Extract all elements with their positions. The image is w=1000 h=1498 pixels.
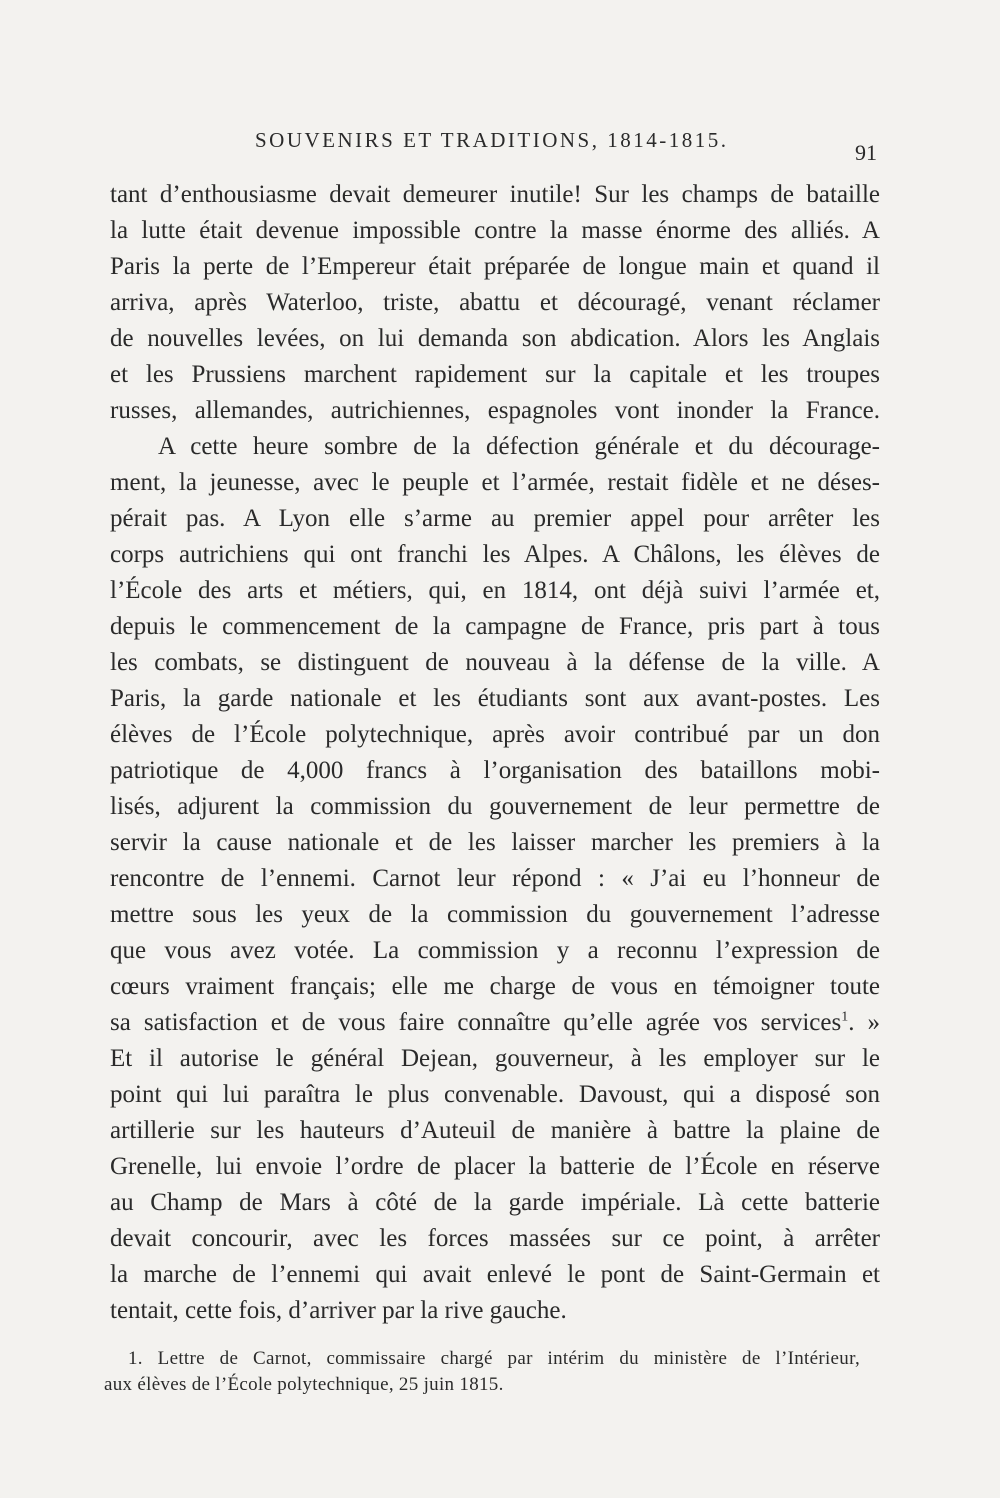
body-line: servir la cause nationale et de les laisser marcher les premiers à la: [110, 829, 880, 856]
body-line: Et il autorise le général Dejean, gouverneur, à les employer sur le: [110, 1045, 880, 1072]
footnote-line: aux élèves de l’École polytechnique, 25 juin 1815.: [104, 1374, 504, 1395]
body-line: devait concourir, avec les forces massées sur ce point, à arrêter: [110, 1225, 880, 1252]
body-line: les combats, se distinguent de nouveau à la défense de la ville. A: [110, 649, 880, 676]
footnote-reference[interactable]: 1: [841, 1009, 849, 1025]
body-line: Grenelle, lui envoie l’ordre de placer la batterie de l’École en réserve: [110, 1153, 880, 1180]
body-line: point qui lui paraîtra le plus convenable. Davoust, qui a disposé son: [110, 1081, 880, 1108]
body-line-tail: . »: [848, 1009, 880, 1036]
body-line: la lutte était devenue impossible contre la masse énorme des alliés. A: [110, 217, 880, 244]
body-line: pérait pas. A Lyon elle s’arme au premier appel pour arrêter les: [110, 505, 880, 532]
body-line: de nouvelles levées, on lui demanda son abdication. Alors les Anglais: [110, 325, 880, 352]
body-line: russes, allemandes, autrichiennes, espagnoles vont inonder la France.: [110, 397, 880, 424]
body-line: artillerie sur les hauteurs d’Auteuil de manière à battre la plaine de: [110, 1117, 880, 1144]
body-line: rencontre de l’ennemi. Carnot leur répond : « J’ai eu l’honneur de: [110, 865, 880, 892]
body-line: cœurs vraiment français; elle me charge de vous en témoigner toute: [110, 973, 880, 1000]
body-line: et les Prussiens marchent rapidement sur la capitale et les troupes: [110, 361, 880, 388]
body-line: mettre sous les yeux de la commission du gouvernement l’adresse: [110, 901, 880, 928]
body-line: arriva, après Waterloo, triste, abattu et découragé, venant réclamer: [110, 289, 880, 316]
body-line: tant d’enthousiasme devait demeurer inutile! Sur les champs de bataille: [110, 181, 880, 208]
body-line: tentait, cette fois, d’arriver par la rive gauche.: [110, 1297, 567, 1324]
body-line: Paris, la garde nationale et les étudiants sont aux avant-postes. Les: [110, 685, 880, 712]
body-line: patriotique de 4,000 francs à l’organisation des bataillons mobi-: [110, 757, 880, 784]
footnote-line: 1. Lettre de Carnot, commissaire chargé par intérim du ministère de l’Intérieur,: [128, 1348, 860, 1369]
body-line: lisés, adjurent la commission du gouvernement de leur permettre de: [110, 793, 880, 820]
body-line: que vous avez votée. La commission y a reconnu l’expression de: [110, 937, 880, 964]
body-line: A cette heure sombre de la défection générale et du décourage-: [158, 433, 880, 460]
body-line: ment, la jeunesse, avec le peuple et l’armée, restait fidèle et ne déses-: [110, 469, 880, 496]
body-line-text: sa satisfaction et de vous faire connaître qu’elle agrée vos services: [110, 1009, 842, 1036]
page-number: 91: [855, 140, 877, 165]
body-line: la marche de l’ennemi qui avait enlevé le pont de Saint-Germain et: [110, 1261, 880, 1288]
body-line: élèves de l’École polytechnique, après avoir contribué par un don: [110, 721, 880, 748]
body-line: Paris la perte de l’Empereur était préparée de longue main et quand il: [110, 253, 880, 280]
running-head: SOUVENIRS ET TRADITIONS, 1814-1815.: [255, 128, 729, 152]
body-line: [110, 1006, 880, 1040]
body-line: l’École des arts et métiers, qui, en 1814, ont déjà suivi l’armée et,: [110, 577, 880, 604]
body-line: depuis le commencement de la campagne de France, pris part à tous: [110, 613, 880, 640]
body-line: corps autrichiens qui ont franchi les Alpes. A Châlons, les élèves de: [110, 541, 880, 568]
body-line: au Champ de Mars à côté de la garde impériale. Là cette batterie: [110, 1189, 880, 1216]
